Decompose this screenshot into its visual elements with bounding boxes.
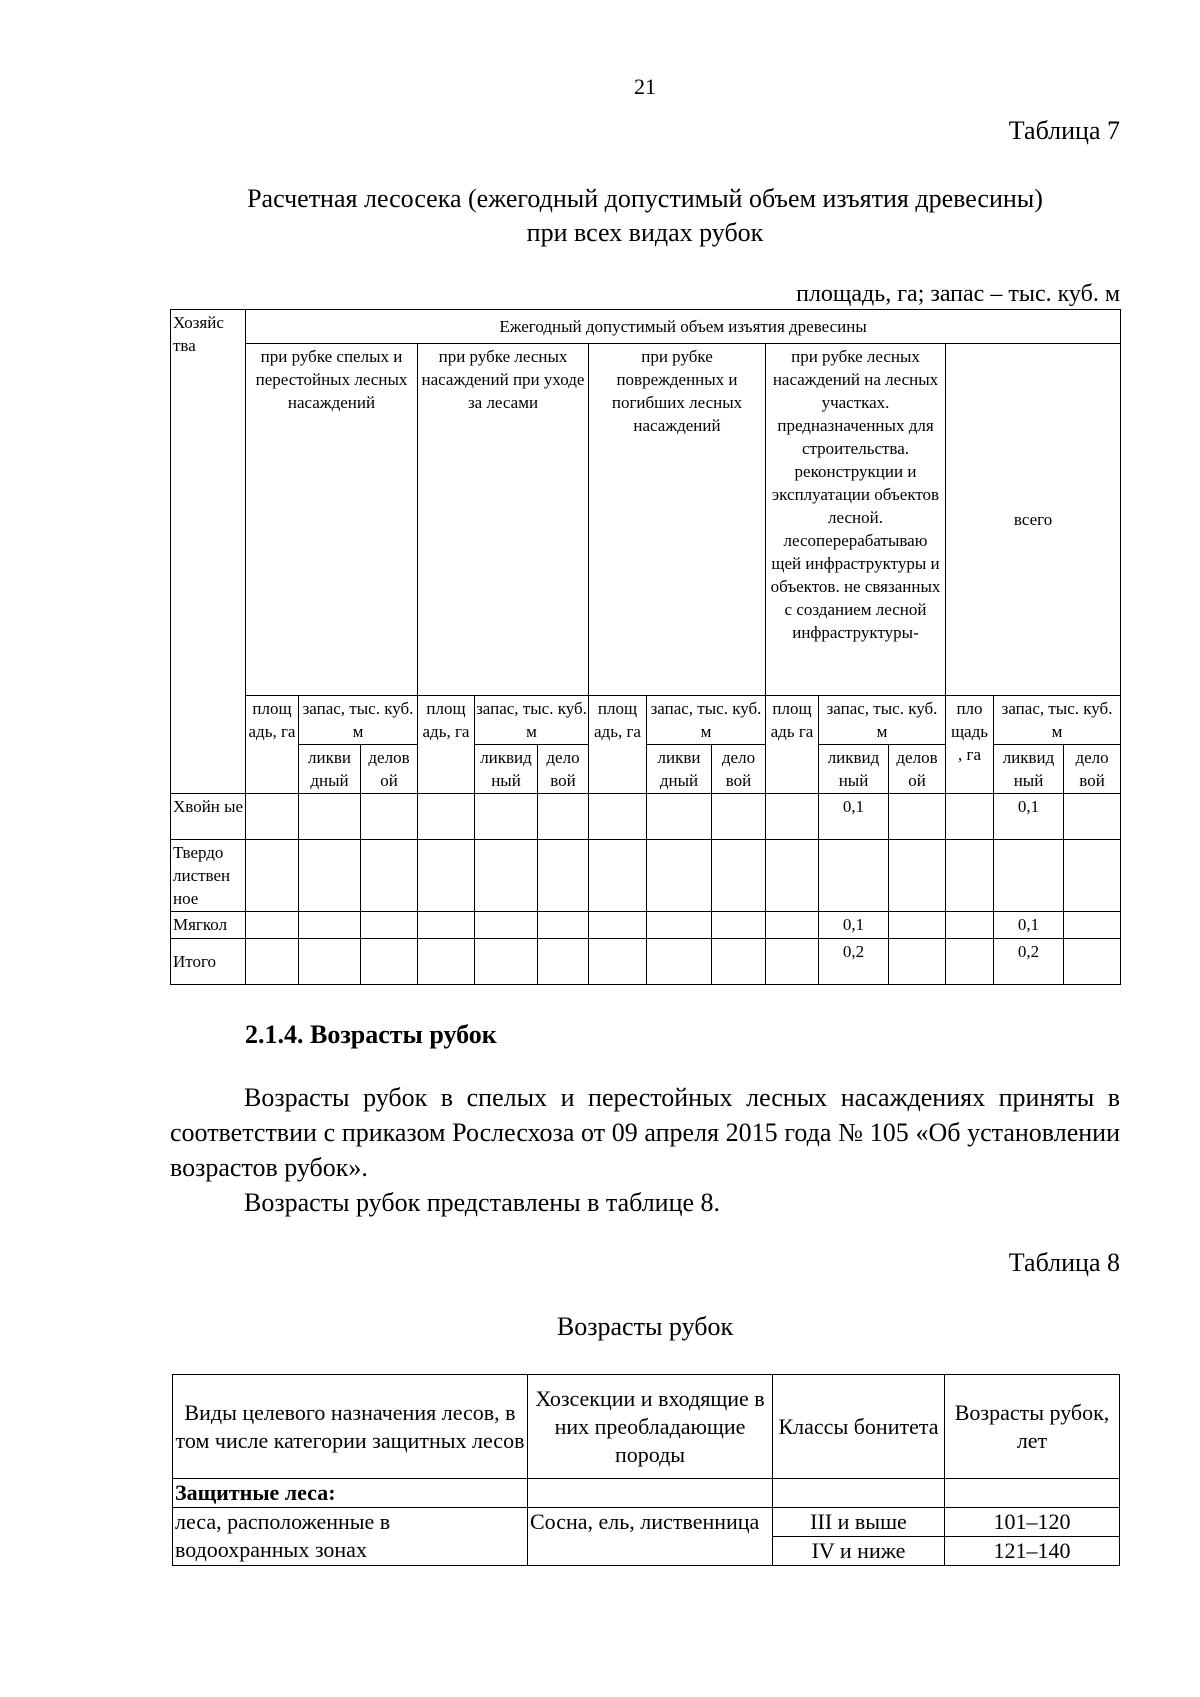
header-stock: запас, тыс. куб. м xyxy=(819,696,946,745)
row-species: Сосна, ель, лиственница xyxy=(528,1508,773,1566)
header-area: площ адь га xyxy=(766,696,819,794)
paragraph-1: Возрасты рубок в спелых и перестойных лесных насаждениях приняты в соответствии с приказом Рослесхоза от 09 апреля 2015 года № 105 «Об установлении возрастов рубок». xyxy=(170,1083,1120,1182)
cell-total-liquid-value xyxy=(994,840,1064,912)
table8-title: Возрасты рубок xyxy=(556,1312,734,1341)
row-name: Твердо листвен ное xyxy=(171,840,246,912)
table7-title-line2: при всех видах рубок xyxy=(526,218,764,247)
header-area: площ адь, га xyxy=(246,696,299,794)
cell-liquid-value: 0,1 xyxy=(819,794,889,840)
category-protective-forests: Защитные леса: xyxy=(173,1479,528,1508)
header-group-total: всего xyxy=(946,344,1121,696)
header-liquid: ликви дный xyxy=(647,745,712,794)
table-row xyxy=(171,840,1121,912)
paragraph-2: Возрасты рубок представлены в таблице 8. xyxy=(244,1188,721,1217)
row-age: 101–120 xyxy=(945,1508,1120,1537)
table7-title xyxy=(170,182,1120,250)
header-purpose: Виды целевого назначения лесов, в том числе категории защитных лесов xyxy=(173,1375,528,1479)
header-business: дело вой xyxy=(538,745,589,794)
cell-liquid-value xyxy=(819,840,889,912)
cell-liquid-value: 0,2 xyxy=(819,939,889,985)
row-bonitet: III и выше xyxy=(773,1508,945,1537)
header-bonitet: Классы бонитета xyxy=(773,1375,945,1479)
header-group-damaged: при рубке поврежденных и погибших лесных насаждений xyxy=(589,344,766,696)
table-row xyxy=(171,939,1121,985)
row-name: Итого xyxy=(171,939,246,985)
header-liquid: ликвид ный xyxy=(475,745,538,794)
cell-liquid-value: 0,1 xyxy=(819,912,889,939)
header-group-thinning: при рубке лесных насаждений при уходе за лесами xyxy=(418,344,589,696)
section-heading: 2.1.4. Возрасты рубок xyxy=(245,1020,497,1049)
row-bonitet: IV и ниже xyxy=(773,1537,945,1566)
header-annual-volume: Ежегодный допустимый объем изъятия древесины xyxy=(246,310,1121,344)
cell-total-liquid-value: 0,1 xyxy=(994,794,1064,840)
header-stock: запас, тыс. куб. м xyxy=(299,696,418,745)
table-row xyxy=(171,912,1121,939)
allowable-cut-table xyxy=(170,309,1121,985)
header-business: делов ой xyxy=(889,745,946,794)
cutting-ages-table xyxy=(172,1374,1120,1566)
page-number: 21 xyxy=(634,74,656,99)
row-age: 121–140 xyxy=(945,1537,1120,1566)
row-name: Хвойн ые xyxy=(171,794,246,840)
header-business: дело вой xyxy=(712,745,766,794)
table8-label: Таблица 8 xyxy=(1008,1248,1120,1277)
cell-total-liquid-value: 0,1 xyxy=(994,912,1064,939)
header-stock: запас, тыс. куб. м xyxy=(475,696,589,745)
header-business: дело вой xyxy=(1064,745,1121,794)
header-age: Возрасты рубок, лет xyxy=(945,1375,1120,1479)
table7-title-line1: Расчетная лесосека (ежегодный допустимый объем изъятия древесины) xyxy=(247,184,1043,213)
header-liquid: ликви дный xyxy=(299,745,361,794)
table-row xyxy=(173,1508,1120,1537)
header-liquid: ликвид ный xyxy=(819,745,889,794)
header-stock: запас, тыс. куб. м xyxy=(647,696,766,745)
header-stock: запас, тыс. куб. м xyxy=(994,696,1121,745)
table7-units: площадь, га; запас – тыс. куб. м xyxy=(796,281,1120,307)
row-purpose: леса, расположенные в водоохранных зонах xyxy=(173,1508,528,1566)
table7-label: Таблица 7 xyxy=(1008,116,1120,145)
header-liquid: ликвид ный xyxy=(994,745,1064,794)
table-row xyxy=(171,794,1121,840)
header-area: площ адь, га xyxy=(418,696,475,794)
header-group-mature: при рубке спелых и перестойных лесных насаждений xyxy=(246,344,418,696)
header-species: Хозсекции и входящие в них преобладающие породы xyxy=(528,1375,773,1479)
row-name: Мягкол xyxy=(171,912,246,939)
header-business: делов ой xyxy=(361,745,418,794)
header-area: пло щадь , га xyxy=(946,696,994,794)
header-area: площ адь, га xyxy=(589,696,647,794)
cell-total-liquid-value: 0,2 xyxy=(994,939,1064,985)
header-farms: Хозяйс тва xyxy=(171,310,246,794)
header-group-construction: при рубке лесных насаждений на лесных участках. предназначенных для строительства. реконструкции и эксплуатации объектов лесной. лесоперерабатываю щей инфраструктуры и объектов. не связанных с созданием лесной инфраструктуры- xyxy=(766,344,946,696)
